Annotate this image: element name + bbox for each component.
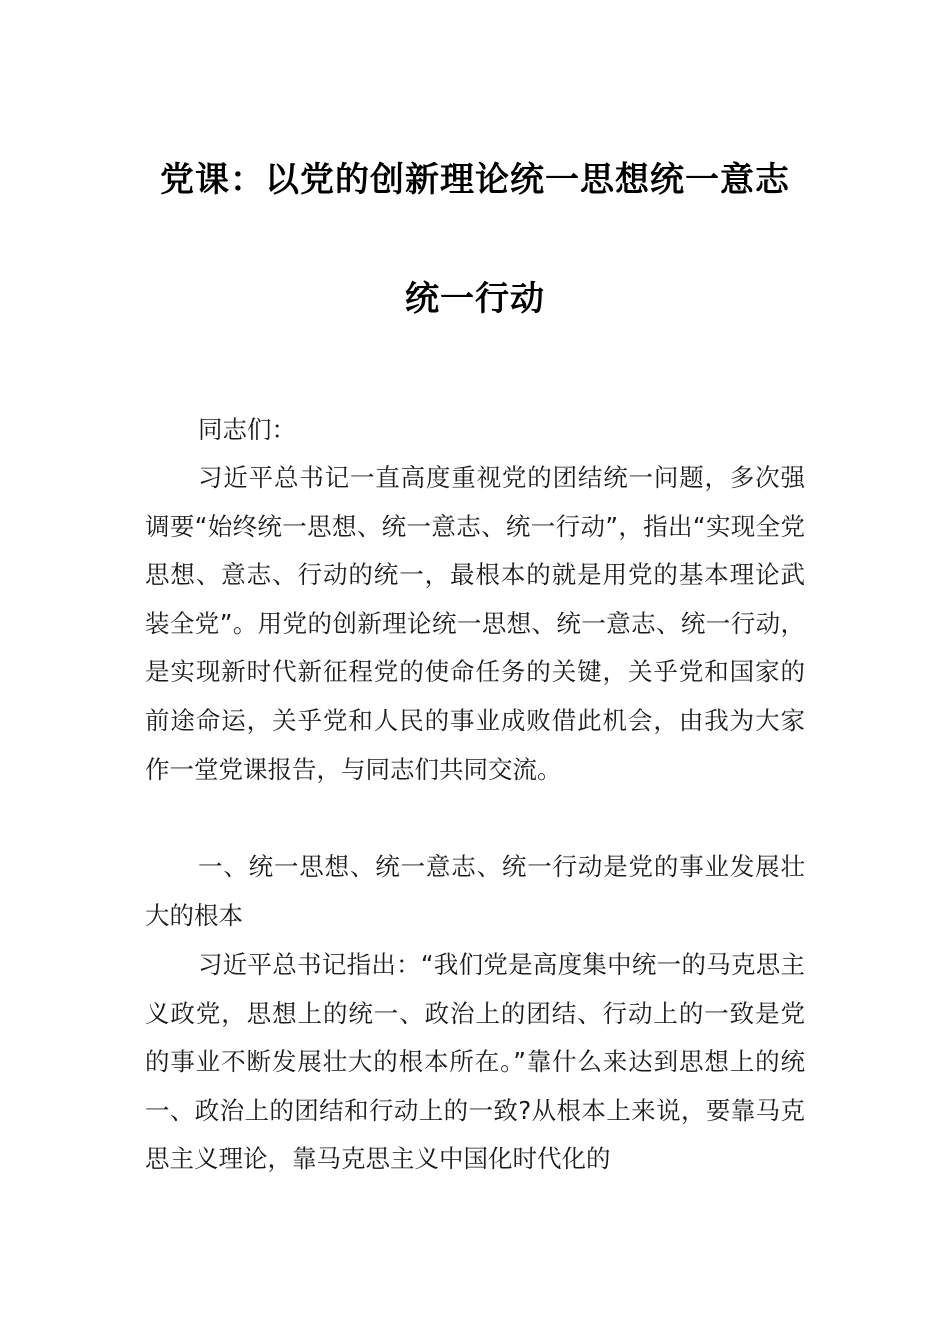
greeting: 同志们： xyxy=(198,415,296,444)
section-heading-1: 一、统一思想、统一意志、统一行动是党的事业发展壮大的根本 xyxy=(145,852,805,930)
document-title-line-2: 统一行动 xyxy=(405,279,545,319)
paragraph-section-1: 习近平总书记指出：“我们党是高度集中统一的马克思主义政党，思想上的统一、政治上的团结、行动上的一致是党的事业不断发展壮大的根本所在。”靠什么来达到思想上的统一、政治上的团结和行动上的一致?从根本上来说，要靠马克思主义理论，靠马克思主义中国化时代化的 xyxy=(145,950,805,1174)
document-title-line-1: 党课：以党的创新理论统一思想统一意志 xyxy=(160,160,790,200)
paragraph-intro: 习近平总书记一直高度重视党的团结统一问题，多次强调要“始终统一思想、统一意志、统一行动”，指出“实现全党思想、意志、行动的统一，最根本的就是用党的基本理论武装全党”。用党的创新理论统一思想、统一意志、统一行动，是实现新时代新征程党的使命任务的关键，关乎党和国家的前途命运，关乎党和人民的事业成败借此机会，由我为大家作一堂党课报告，与同志们共同交流。 xyxy=(145,463,805,784)
